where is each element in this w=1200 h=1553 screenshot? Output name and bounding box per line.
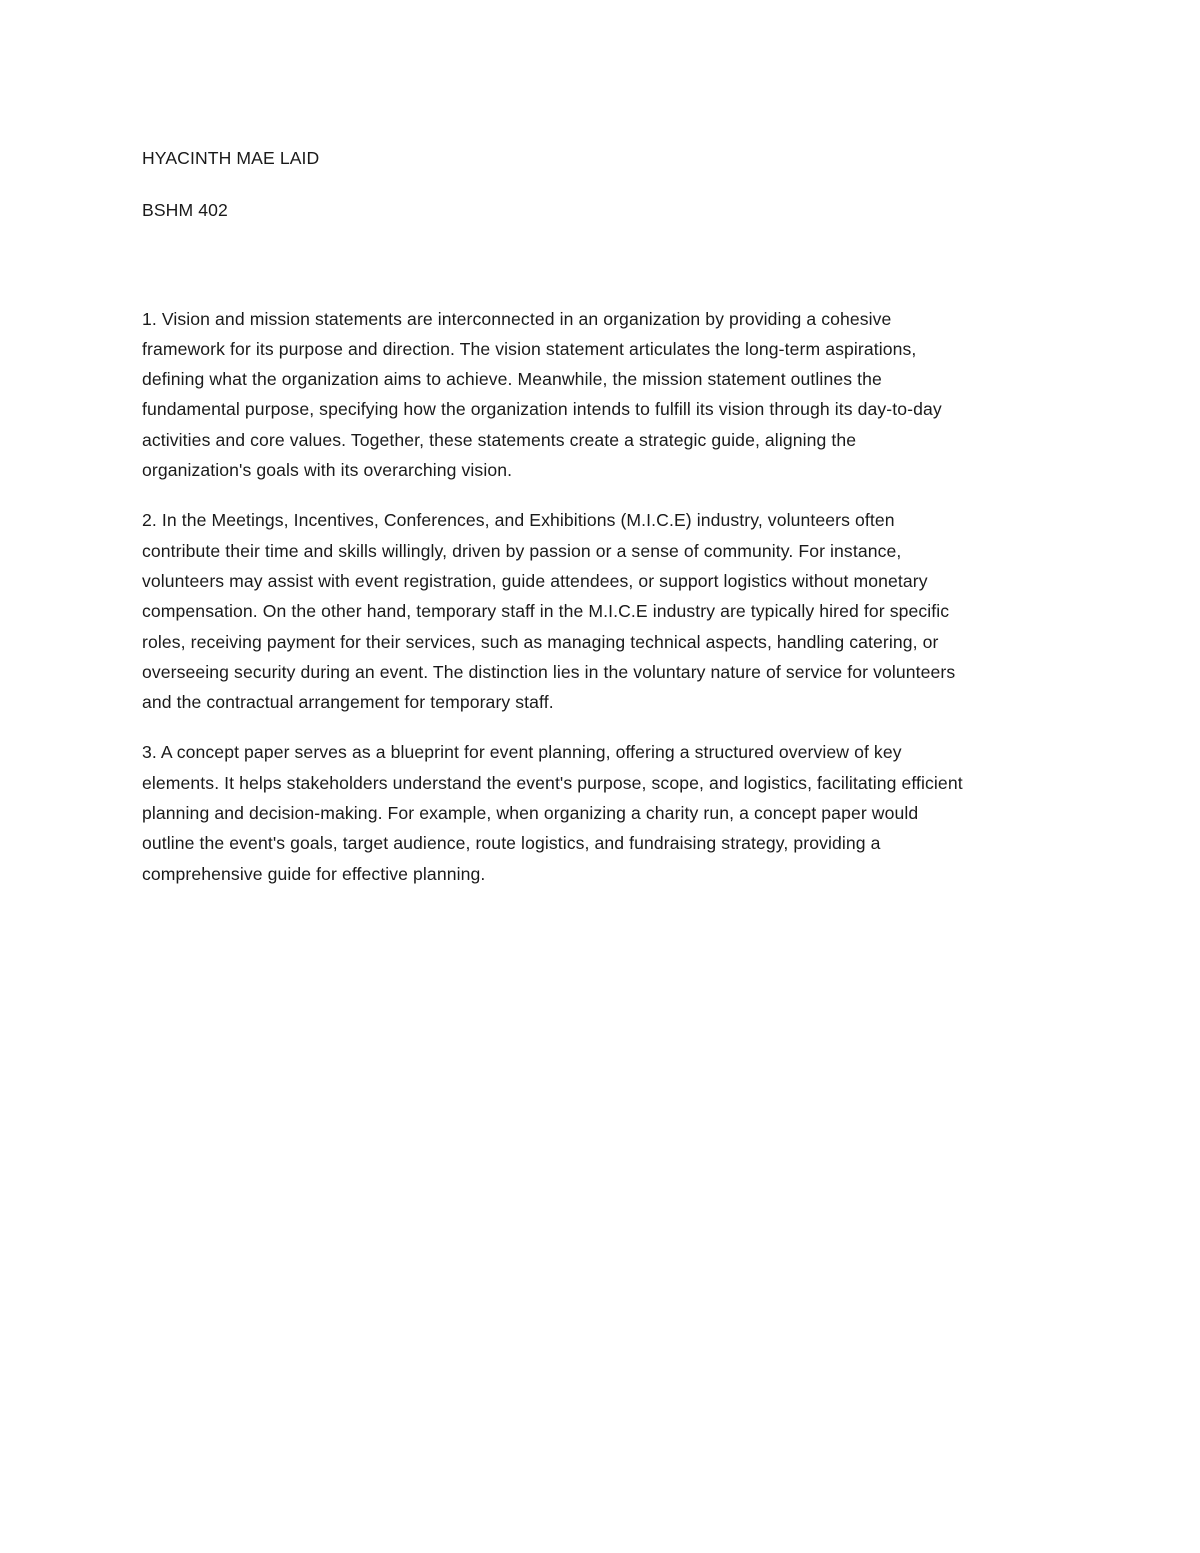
answer-3-line: comprehensive guide for effective planning. bbox=[142, 863, 486, 884]
answer-3-line: outline the event's goals, target audience, route logistics, and fundraising strategy, providing a bbox=[142, 833, 881, 854]
answer-2-line: volunteers may assist with event registration, guide attendees, or support logistics without monetary bbox=[142, 570, 928, 591]
document-body bbox=[142, 143, 1062, 909]
header-spacer bbox=[142, 173, 1062, 195]
answer-2-paragraph bbox=[142, 505, 1062, 717]
answer-3-line: elements. It helps stakeholders understand the event's purpose, scope, and logistics, facilitating efficient bbox=[142, 772, 963, 793]
answer-3-line: planning and decision-making. For example, when organizing a charity run, a concept paper would bbox=[142, 803, 919, 824]
answer-2-line: roles, receiving payment for their services, such as managing technical aspects, handling catering, or bbox=[142, 631, 939, 652]
answer-1-paragraph bbox=[142, 304, 1062, 486]
answer-2-line: compensation. On the other hand, temporary staff in the M.I.C.E industry are typically hired for specific bbox=[142, 601, 950, 622]
answer-1-line: 1. Vision and mission statements are interconnected in an organization by providing a cohesive bbox=[142, 308, 892, 329]
answer-3-paragraph bbox=[142, 737, 1062, 888]
answer-1-line: organization's goals with its overarching vision. bbox=[142, 460, 513, 481]
answer-1-line: fundamental purpose, specifying how the organization intends to fulfill its vision through its day-to-day bbox=[142, 399, 942, 420]
section-spacer bbox=[142, 226, 1062, 304]
answer-3-line: 3. A concept paper serves as a blueprint for event planning, offering a structured overview of key bbox=[142, 742, 902, 763]
answer-2-line: overseeing security during an event. The distinction lies in the voluntary nature of service for volunteers bbox=[142, 661, 956, 682]
answer-2-line: contribute their time and skills willingly, driven by passion or a sense of community. For instance, bbox=[142, 540, 902, 561]
answer-2-line: and the contractual arrangement for temporary staff. bbox=[142, 692, 554, 713]
course-code: BSHM 402 bbox=[142, 200, 228, 221]
student-name: HYACINTH MAE LAID bbox=[142, 148, 320, 168]
answer-1-line: activities and core values. Together, these statements create a strategic guide, aligning the bbox=[142, 429, 857, 450]
answer-1-line: defining what the organization aims to achieve. Meanwhile, the mission statement outlines the bbox=[142, 369, 882, 390]
answer-2-line: 2. In the Meetings, Incentives, Conferences, and Exhibitions (M.I.C.E) industry, volunteers often bbox=[142, 510, 895, 531]
answer-1-line: framework for its purpose and direction. The vision statement articulates the long-term aspirations, bbox=[142, 338, 917, 359]
